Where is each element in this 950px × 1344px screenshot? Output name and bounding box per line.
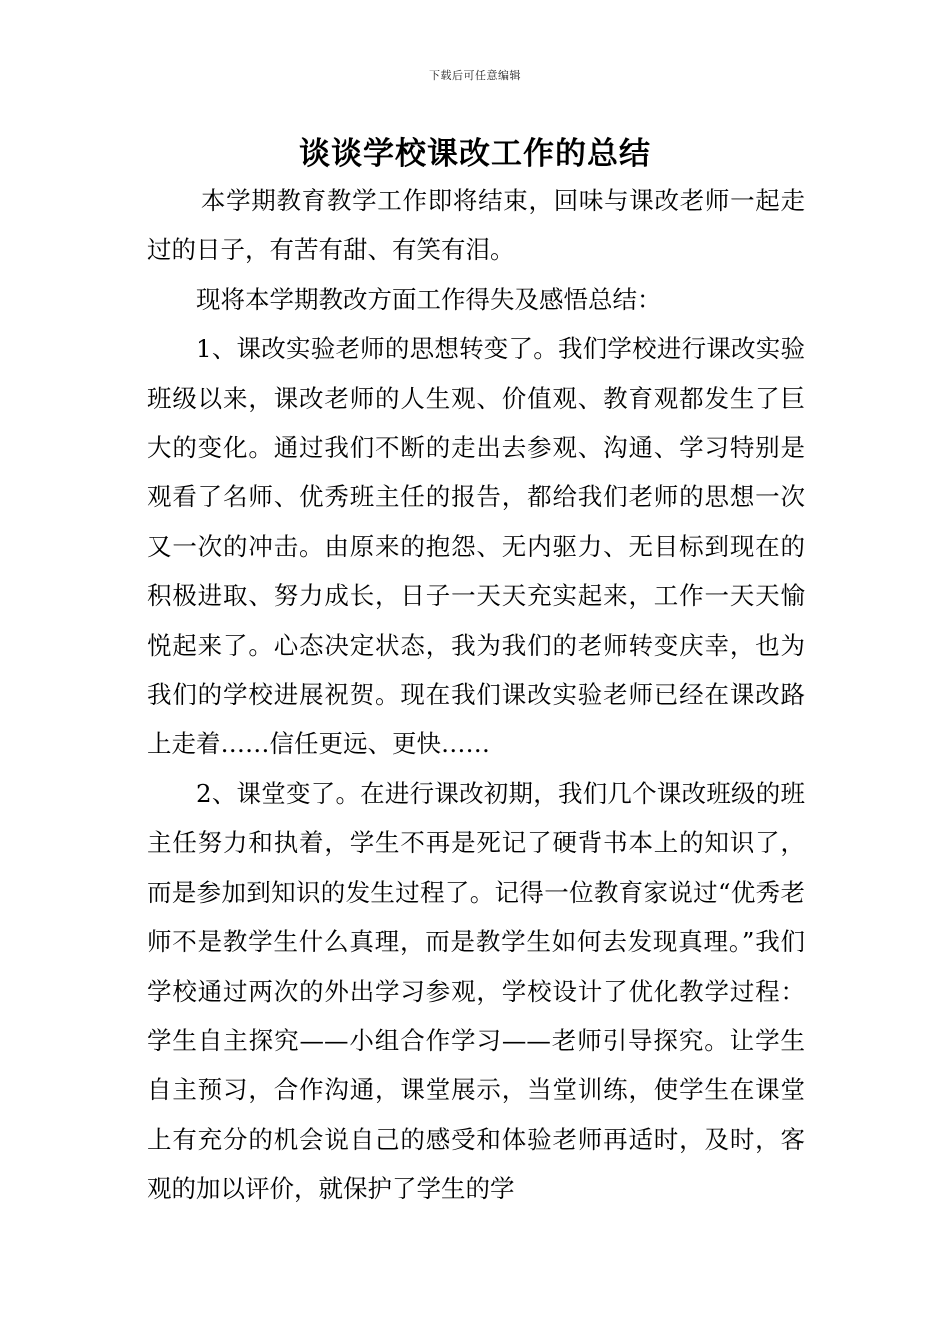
paragraph-point-2: 2、课堂变了。在进行课改初期，我们几个课改班级的班主任努力和执着，学生不再是死记了硬背书本上的知识了，而是参加到知识的发生过程了。记得一位教育家说过“优秀老师不是教学生什么真理，而是教学生如何去发现真理。”我们学校通过两次的外出学习参观，学校设计了优化教学过程：学生自主探究——小组合作学习——老师引导探究。让学生自主预习，合作沟通，课堂展示，当堂训练，使学生在课堂上有充分的机会说自己的感受和体验老师再适时，及时，客观的加以评价，就保护了学生的学 xyxy=(147,778,805,1204)
paragraph-intro: 本学期教育教学工作即将结束，回味与课改老师一起走过的日子，有苦有甜、有笑有泪。 xyxy=(147,186,805,265)
document-title: 谈谈学校课改工作的总结 xyxy=(299,136,651,172)
paragraph-point-1: 1、课改实验老师的思想转变了。我们学校进行课改实验班级以来，课改老师的人生观、价值观、教育观都发生了巨大的变化。通过我们不断的走出去参观、沟通、学习特别是观看了名师、优秀班主任的报告，都给我们老师的思想一次又一次的冲击。由原来的抱怨、无内驱力、无目标到现在的积极进取、努力成长，日子一天天充实起来，工作一天天愉悦起来了。心态决定状态，我为我们的老师转变庆幸，也为我们的学校进展祝贺。现在我们课改实验老师已经在课改路上走着……信任更远、更快…… xyxy=(147,334,805,759)
paragraph-summary-lead: 现将本学期教改方面工作得失及感悟总结： xyxy=(196,284,662,314)
document-body xyxy=(147,176,805,1214)
header-note: 下载后可任意编辑 xyxy=(429,69,521,82)
